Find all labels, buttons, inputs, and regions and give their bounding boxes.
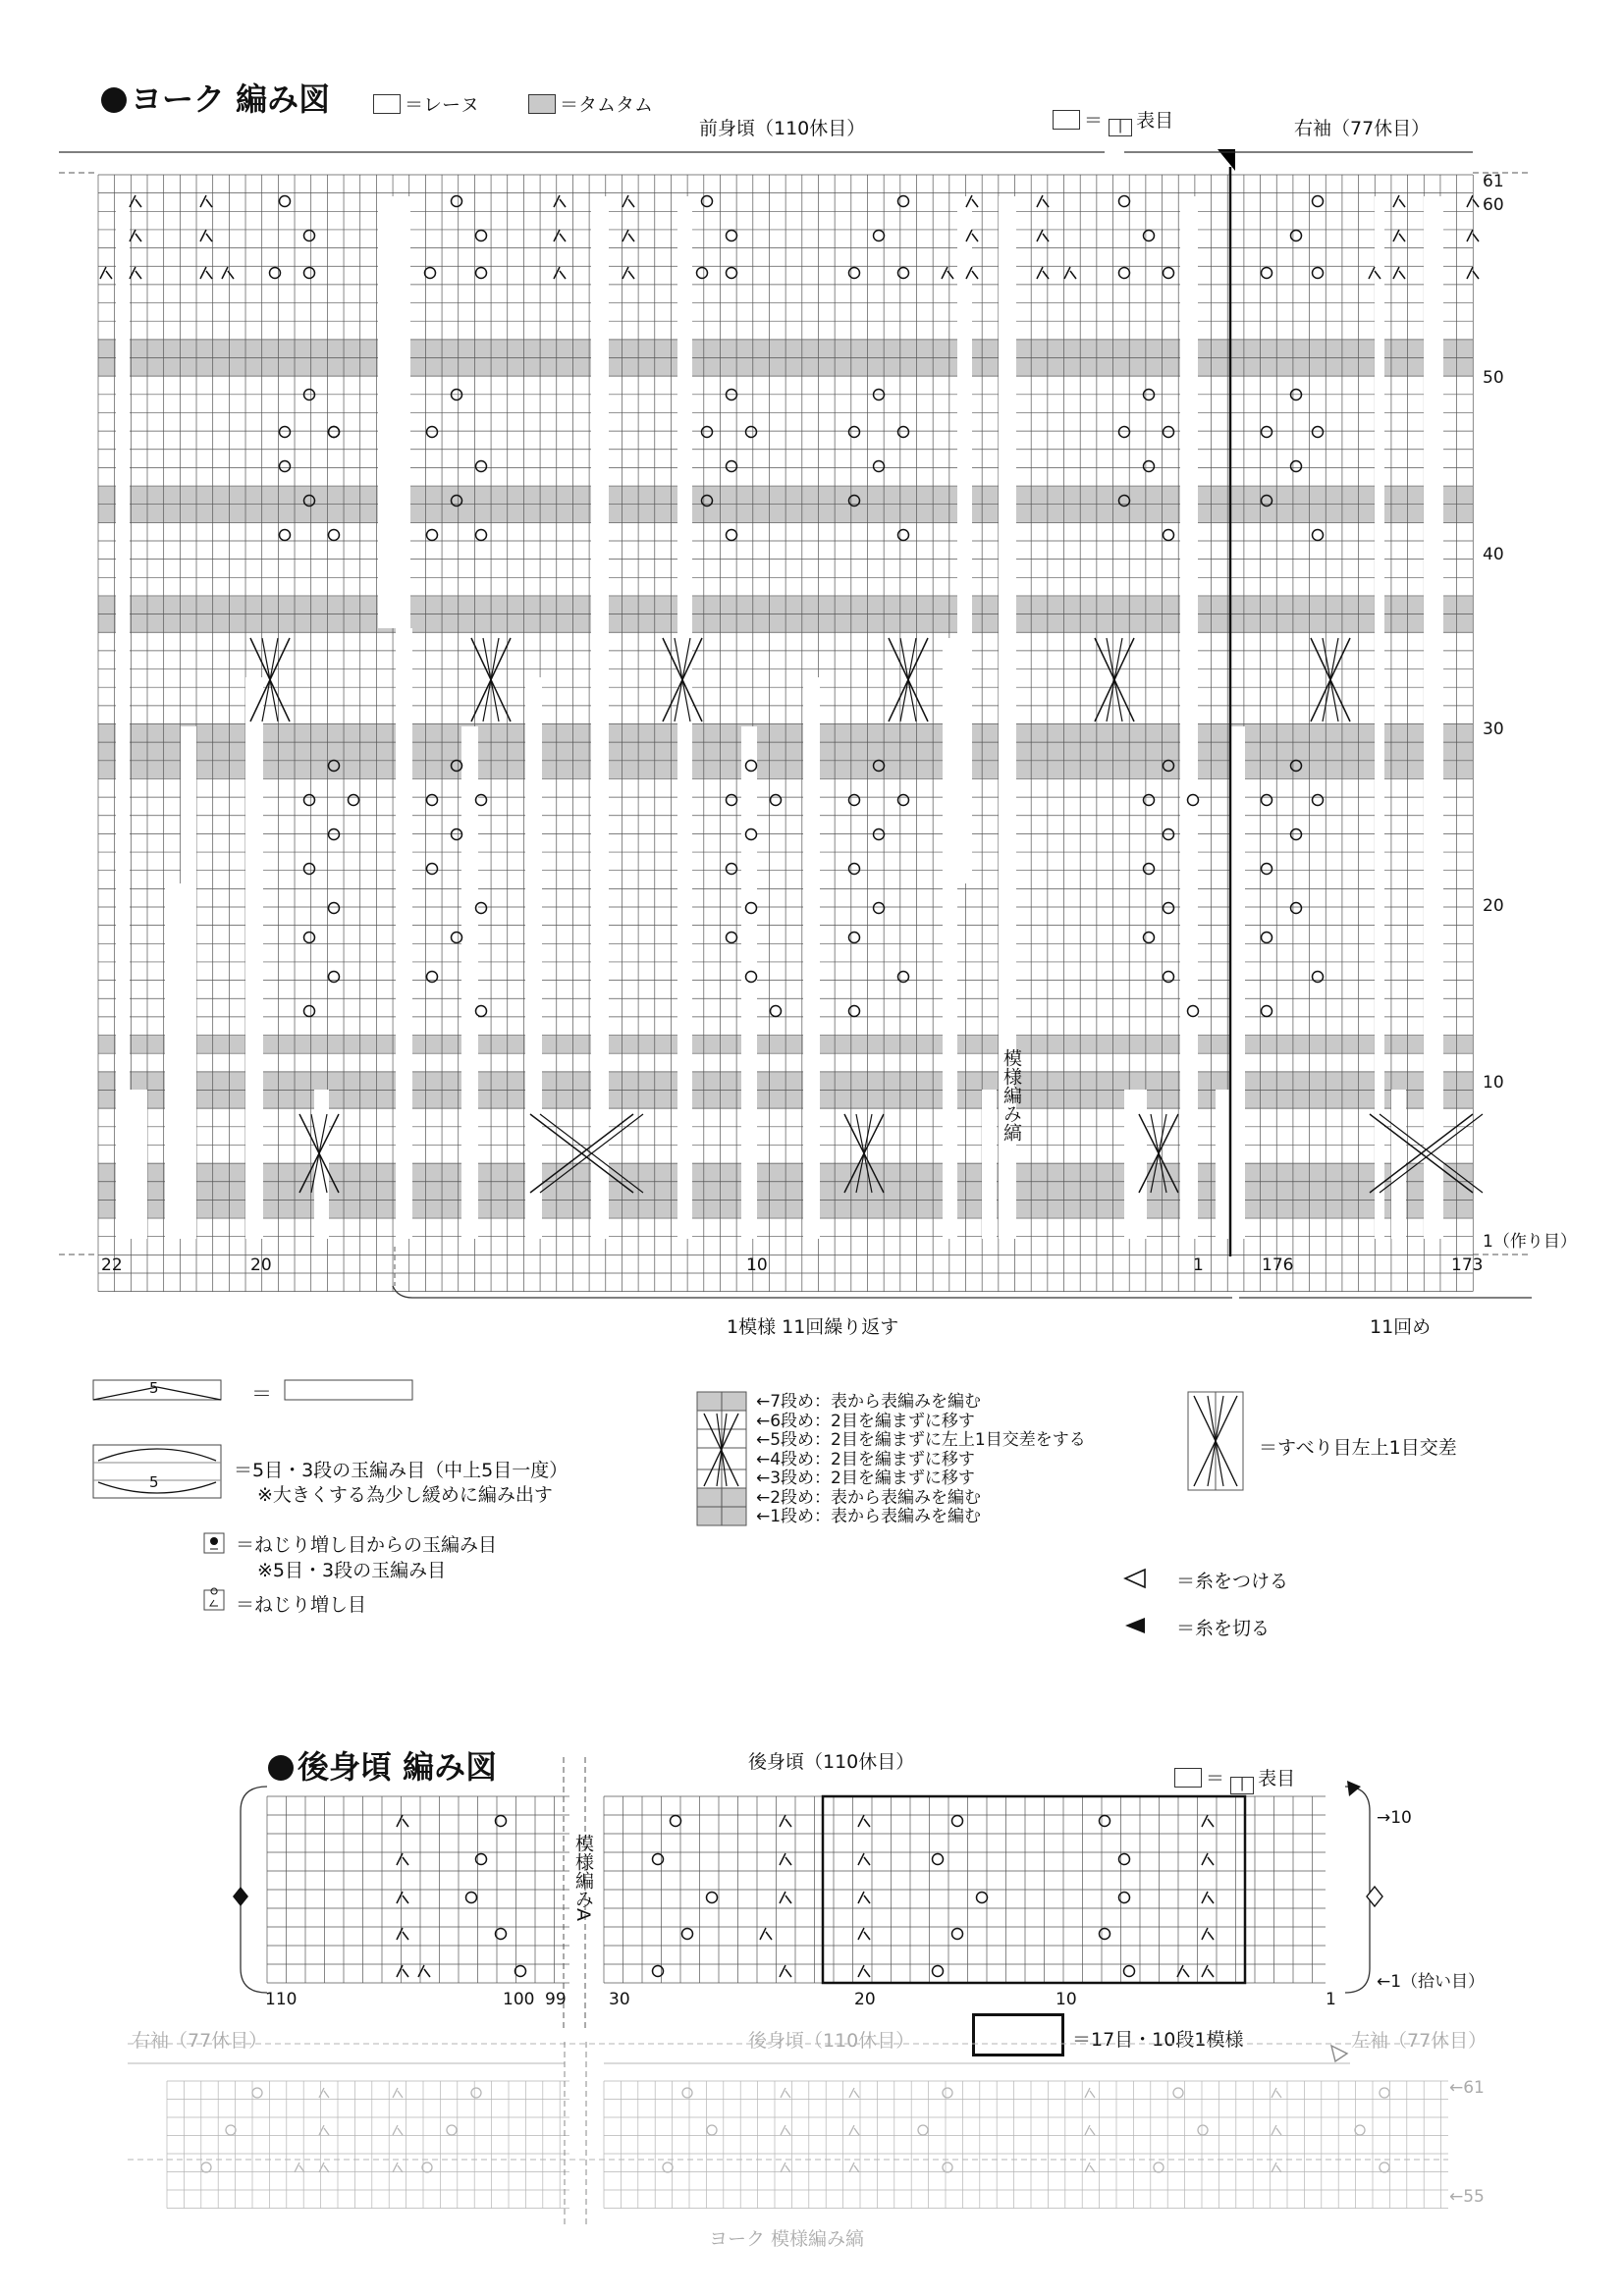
yarn-over-symbol — [1291, 231, 1302, 241]
bobble-desc-2: ※大きくする為少し緩めに編み出す — [257, 1484, 553, 1506]
decrease-symbol — [393, 2163, 403, 2172]
yarn-over-symbol — [1355, 2125, 1365, 2135]
col-label-10: 10 — [746, 1255, 768, 1275]
yarn-over-symbol — [1291, 461, 1302, 472]
bobble-expanded-icon — [285, 1380, 412, 1400]
decrease-gap — [1230, 726, 1245, 1239]
yarn-over-symbol — [1313, 196, 1324, 207]
yarn-over-symbol — [1262, 933, 1272, 943]
bobble-equals: ＝ — [251, 1382, 272, 1406]
twist-increase-icon — [204, 1588, 224, 1610]
decrease-symbol — [849, 2163, 859, 2172]
decrease-gap — [116, 196, 130, 1239]
yarn-over-symbol — [1164, 829, 1174, 840]
col-label-173: 173 — [1451, 1255, 1484, 1275]
yarn-over-symbol — [1144, 864, 1155, 875]
attach-yarn-desc: ＝糸をつける — [1176, 1571, 1289, 1592]
yarn-over-symbol — [746, 427, 757, 438]
yarn-over-symbol — [874, 829, 885, 840]
back-row-1: ←1（拾い目） — [1377, 1972, 1486, 1992]
yarn-over-symbol — [1119, 268, 1130, 279]
attach-yarn-marker — [1331, 2046, 1347, 2061]
decrease-symbol — [130, 267, 141, 279]
right-sleeve-label: 右袖（77休目） — [1294, 118, 1431, 139]
yarn-over-symbol — [727, 268, 737, 279]
decrease-gap — [525, 677, 542, 1239]
back-chart — [0, 1757, 1624, 2052]
decrease-symbol — [100, 267, 112, 279]
eleventh-repeat-label: 11回め — [1370, 1316, 1432, 1338]
decrease-gap — [1424, 196, 1443, 1239]
yarn-over-symbol — [1144, 795, 1155, 806]
yarn-over-symbol — [1291, 903, 1302, 914]
yarn-over-symbol — [771, 795, 782, 806]
row-label-61: 61 — [1483, 172, 1504, 191]
decrease-symbol — [760, 1928, 772, 1940]
yarn-over-symbol — [427, 427, 438, 438]
back-col-10: 10 — [1056, 1990, 1077, 2009]
row-label-40: 40 — [1483, 545, 1504, 564]
slip-cross-desc: ＝すべり目左上1目交差 — [1259, 1437, 1457, 1459]
back-row-10: →10 — [1377, 1808, 1412, 1828]
yarn-over-symbol — [476, 530, 487, 541]
decrease-symbol — [623, 230, 634, 241]
yarn-over-symbol — [304, 268, 315, 279]
decrease-symbol — [1085, 2125, 1095, 2135]
row-label-50: 50 — [1483, 368, 1504, 388]
cross-steps-list — [756, 1393, 1086, 1527]
yarn-over-symbol — [447, 2125, 457, 2135]
yarn-over-symbol — [1380, 2163, 1389, 2172]
twist-increase-desc: ＝ねじり増し目 — [236, 1594, 367, 1616]
yarn-over-symbol — [707, 2125, 717, 2135]
yarn-over-symbol — [452, 933, 462, 943]
faded-caption: ヨーク 模様編み縞 — [709, 2228, 865, 2250]
yarn-over-symbol — [727, 933, 737, 943]
decrease-symbol — [130, 195, 141, 207]
decrease-gap — [181, 726, 196, 883]
faded-grid — [128, 2044, 1448, 2209]
back-grid — [241, 1757, 1370, 2032]
legend-knit: ＝ | 表目 — [1053, 106, 1173, 136]
yarn-over-symbol — [304, 231, 315, 241]
yarn-over-symbol — [952, 1816, 963, 1827]
col-label-1: 1 — [1193, 1255, 1204, 1275]
yarn-over-symbol — [727, 864, 737, 875]
yarn-over-symbol — [476, 268, 487, 279]
decrease-symbol — [1393, 195, 1405, 207]
repeat-legend: ＝17目・10段1模様 — [1072, 2029, 1244, 2051]
yarn-over-symbol — [727, 530, 737, 541]
yarn-over-symbol — [727, 461, 737, 472]
decrease-gap — [982, 1090, 997, 1239]
yarn-over-symbol — [471, 2088, 481, 2098]
decrease-symbol — [849, 2125, 859, 2135]
yarn-over-symbol — [702, 196, 713, 207]
decrease-symbol — [1202, 1928, 1214, 1940]
yarn-over-symbol — [1119, 196, 1130, 207]
decrease-symbol — [295, 2163, 304, 2172]
bobble-small-number: 5 — [149, 1379, 159, 1397]
decrease-symbol — [554, 267, 566, 279]
back-body-label: 後身頃（110休目） — [748, 1751, 915, 1773]
decrease-symbol — [1037, 230, 1049, 241]
yarn-over-symbol — [849, 1006, 860, 1017]
yarn-over-symbol — [898, 530, 909, 541]
pattern-a-label: 模様編みA — [572, 1834, 594, 1921]
cut-yarn-marker — [1347, 1781, 1361, 1796]
decrease-symbol — [130, 230, 141, 241]
decrease-gap — [803, 677, 820, 1239]
yarn-over-symbol — [918, 2125, 928, 2135]
decrease-symbol — [781, 2125, 790, 2135]
faded-dash — [128, 2044, 1448, 2160]
attach-diamond-left — [233, 1887, 248, 1906]
faded-right-sleeve: 右袖（77休目） — [132, 2030, 268, 2052]
twist-bobble-desc-2: ※5目・3段の玉編み目 — [257, 1560, 447, 1581]
yarn-over-symbol — [952, 1929, 963, 1940]
twist-bobble-icon — [204, 1533, 224, 1553]
yarn-over-symbol — [1313, 795, 1324, 806]
decrease-gap — [165, 883, 196, 1239]
yarn-over-symbol — [226, 2125, 236, 2135]
yarn-over-symbol — [682, 1929, 693, 1940]
decrease-symbol — [222, 267, 234, 279]
yarn-over-symbol — [1124, 1966, 1135, 1977]
yarn-over-symbol — [1164, 268, 1174, 279]
decrease-symbol — [781, 2163, 790, 2172]
legend-tamtam: ＝タムタム — [528, 90, 653, 117]
decrease-symbol — [781, 2088, 790, 2098]
back-legend-knit: ＝ | 表目 — [1174, 1764, 1295, 1794]
decrease-symbol — [858, 1892, 870, 1903]
yarn-over-symbol — [466, 1893, 477, 1903]
yarn-over-symbol — [707, 1893, 718, 1903]
decrease-symbol — [200, 267, 212, 279]
yarn-over-symbol — [898, 795, 909, 806]
decrease-symbol — [1202, 1853, 1214, 1865]
yarn-over-symbol — [515, 1966, 526, 1977]
decrease-symbol — [397, 1853, 408, 1865]
back-col-99: 99 — [545, 1990, 567, 2009]
yarn-over-symbol — [304, 795, 315, 806]
top-bracket — [59, 152, 1532, 173]
yarn-over-symbol — [1144, 231, 1155, 241]
attach-yarn-icon — [1125, 1570, 1145, 1587]
yarn-over-symbol — [849, 268, 860, 279]
decrease-gap — [957, 196, 972, 883]
faded-left-sleeve: 左袖（77休目） — [1351, 2030, 1488, 2052]
yarn-over-symbol — [849, 427, 860, 438]
yarn-over-symbol — [1164, 903, 1174, 914]
decrease-symbol — [858, 1853, 870, 1865]
yarn-over-symbol — [682, 2088, 692, 2098]
decrease-symbol — [1272, 2163, 1281, 2172]
yarn-over-symbol — [1262, 427, 1272, 438]
bobble-large-number: 5 — [149, 1473, 159, 1491]
yarn-over-symbol — [697, 268, 708, 279]
decrease-symbol — [1272, 2088, 1281, 2098]
col-label-176: 176 — [1262, 1255, 1294, 1275]
decrease-gap — [591, 196, 609, 1239]
back-symbols — [397, 1815, 1214, 1977]
yarn-over-symbol — [874, 461, 885, 472]
cross-step-3: ←3段め：2目を編まずに移す — [756, 1468, 975, 1488]
decrease-symbol — [1202, 1815, 1214, 1827]
decrease-gap — [943, 638, 957, 1239]
decrease-symbol — [623, 195, 634, 207]
decrease-symbol — [1085, 2088, 1095, 2098]
pattern-stripe-label: 模様編み縞 — [1001, 1048, 1022, 1142]
yarn-over-symbol — [933, 1854, 944, 1865]
repeat-label: 1模様 11回繰り返す — [727, 1316, 899, 1338]
yarn-over-symbol — [304, 933, 315, 943]
decrease-gap — [677, 1090, 692, 1239]
yarn-over-symbol — [422, 2163, 432, 2172]
yarn-over-symbol — [280, 196, 291, 207]
yarn-over-symbol — [898, 427, 909, 438]
cross-step-6: ←6段め：2目を編まずに移す — [756, 1411, 975, 1431]
faded-row-55: ←55 — [1449, 2187, 1485, 2207]
decrease-symbol — [397, 1815, 408, 1827]
cut-yarn-icon — [1125, 1618, 1145, 1633]
back-col-100: 100 — [503, 1990, 535, 2009]
yarn-over-symbol — [898, 196, 909, 207]
yarn-over-symbol — [849, 933, 860, 943]
decrease-symbol — [1085, 2163, 1095, 2172]
decrease-symbol — [397, 1928, 408, 1940]
knit-symbol-icon: | — [1230, 1777, 1254, 1794]
yarn-over-symbol — [252, 2088, 262, 2098]
yarn-over-symbol — [280, 530, 291, 541]
decrease-symbol — [623, 267, 634, 279]
yarn-over-symbol — [1262, 795, 1272, 806]
decrease-symbol — [780, 1815, 791, 1827]
yarn-over-symbol — [329, 903, 340, 914]
yarn-over-symbol — [1380, 2088, 1389, 2098]
twist-bobble-desc-1: ＝ねじり増し目からの玉編み目 — [236, 1534, 498, 1556]
yoke-title: ヨーク 編み図 — [101, 75, 330, 120]
yarn-over-symbol — [1100, 1929, 1110, 1940]
decrease-symbol — [780, 1892, 791, 1903]
row-label-20: 20 — [1483, 896, 1504, 916]
decrease-symbol — [200, 230, 212, 241]
decrease-gap — [378, 196, 410, 628]
row-label-1（作り目）: 1（作り目） — [1483, 1232, 1577, 1252]
decrease-gap — [461, 726, 478, 1239]
yarn-over-symbol — [427, 795, 438, 806]
cross-step-1: ←1段め：表から表編みを編む — [756, 1507, 982, 1526]
cross-step-2: ←2段め：表から表編みを編む — [756, 1487, 982, 1508]
decrease-symbol — [780, 1853, 791, 1865]
yarn-over-symbol — [1100, 1816, 1110, 1827]
back-col-20: 20 — [854, 1990, 876, 2009]
yarn-over-symbol — [727, 231, 737, 241]
yarn-over-symbol — [1164, 530, 1174, 541]
decrease-symbol — [1393, 230, 1405, 241]
decrease-symbol — [780, 1965, 791, 1977]
slip-cross-icon — [1188, 1392, 1243, 1490]
yarn-over-symbol — [874, 231, 885, 241]
back-col-30: 30 — [609, 1990, 630, 2009]
front-body-label: 前身頃（110休目） — [699, 118, 866, 139]
faded-row-61: ←61 — [1449, 2078, 1485, 2098]
decrease-symbol — [554, 230, 566, 241]
yarn-over-symbol — [425, 268, 436, 279]
decrease-symbol — [1393, 267, 1405, 279]
yarn-over-symbol — [1173, 2088, 1183, 2098]
cross-step-5: ←5段め：2目を編まずに左上1目交差をする — [756, 1430, 1086, 1450]
decrease-symbol — [849, 2088, 859, 2098]
yarn-over-symbol — [1154, 2163, 1164, 2172]
yarn-over-symbol — [1198, 2125, 1208, 2135]
decrease-gap — [741, 726, 757, 1239]
yarn-over-symbol — [427, 530, 438, 541]
yarn-over-symbol — [933, 1966, 944, 1977]
yarn-over-symbol — [1291, 829, 1302, 840]
back-col-110: 110 — [265, 1990, 298, 2009]
yarn-over-symbol — [1313, 530, 1324, 541]
decrease-gap — [396, 628, 412, 1239]
yarn-over-symbol — [1313, 268, 1324, 279]
decrease-symbol — [1037, 267, 1049, 279]
row-label-60: 60 — [1483, 195, 1504, 215]
decrease-symbol — [1037, 195, 1049, 207]
decrease-symbol — [200, 195, 212, 207]
decrease-symbol — [1272, 2125, 1281, 2135]
row-label-10: 10 — [1483, 1073, 1504, 1093]
yarn-over-symbol — [349, 795, 359, 806]
faded-back-body: 後身頃（110休目） — [748, 2030, 915, 2052]
yarn-over-symbol — [663, 2163, 673, 2172]
decrease-symbol — [942, 267, 953, 279]
decrease-symbol — [393, 2088, 403, 2098]
yarn-over-symbol — [280, 427, 291, 438]
decrease-symbol — [1064, 267, 1076, 279]
cross-step-4: ←4段め：2目を編まずに移す — [756, 1449, 975, 1469]
decrease-symbol — [858, 1815, 870, 1827]
yarn-over-symbol — [671, 1816, 681, 1827]
decrease-symbol — [397, 1965, 408, 1977]
yarn-over-symbol — [1119, 427, 1130, 438]
yarn-over-symbol — [1262, 268, 1272, 279]
yarn-over-symbol — [1164, 427, 1174, 438]
yarn-over-symbol — [304, 864, 315, 875]
cross-steps-chart — [697, 1392, 746, 1525]
yarn-over-symbol — [304, 1006, 315, 1017]
decrease-gap — [116, 1090, 147, 1239]
cross-step-7: ←7段め：表から表編みを編む — [756, 1392, 982, 1412]
decrease-gap — [1391, 1090, 1406, 1239]
yarn-over-symbol — [1313, 427, 1324, 438]
decrease-gap — [245, 677, 263, 1239]
decrease-symbol — [1177, 1965, 1189, 1977]
decrease-symbol — [554, 195, 566, 207]
yarn-over-symbol — [771, 1006, 782, 1017]
decrease-symbol — [858, 1928, 870, 1940]
yarn-over-symbol — [727, 795, 737, 806]
yarn-over-symbol — [201, 2163, 211, 2172]
cut-yarn-desc: ＝糸を切る — [1176, 1618, 1271, 1639]
back-title: 後身頃 編み図 — [268, 1742, 497, 1788]
row-label-30: 30 — [1483, 720, 1504, 739]
yarn-over-symbol — [1144, 461, 1155, 472]
yarn-over-symbol — [943, 2163, 952, 2172]
yarn-over-symbol — [849, 864, 860, 875]
yarn-over-symbol — [280, 461, 291, 472]
col-label-22: 22 — [101, 1255, 123, 1275]
yarn-over-symbol — [1262, 864, 1272, 875]
yarn-over-symbol — [1262, 1006, 1272, 1017]
decrease-gap — [1180, 196, 1198, 1239]
yarn-over-symbol — [329, 427, 340, 438]
yarn-over-symbol — [427, 864, 438, 875]
yarn-over-symbol — [329, 530, 340, 541]
decrease-symbol — [1202, 1892, 1214, 1903]
decrease-symbol — [1202, 1965, 1214, 1977]
yarn-over-symbol — [452, 829, 462, 840]
yarn-over-symbol — [329, 829, 340, 840]
decrease-symbol — [858, 1965, 870, 1977]
yarn-over-symbol — [943, 2088, 952, 2098]
decrease-symbol — [393, 2125, 403, 2135]
yarn-over-symbol — [270, 268, 281, 279]
yarn-over-symbol — [452, 196, 462, 207]
faded-chart — [0, 2042, 1624, 2238]
knit-symbol-icon: | — [1109, 119, 1132, 136]
bobble-desc-1: ＝5目・3段の玉編み目（中上5目一度） — [234, 1460, 568, 1481]
decrease-gap — [1375, 196, 1384, 1239]
decrease-symbol — [397, 1892, 408, 1903]
yarn-over-symbol — [849, 795, 860, 806]
yarn-over-symbol — [874, 903, 885, 914]
yarn-over-symbol — [702, 427, 713, 438]
yarn-over-symbol — [476, 461, 487, 472]
yarn-over-symbol — [898, 268, 909, 279]
legend-lace: ＝レーヌ — [373, 90, 479, 117]
decrease-gap — [1124, 1090, 1147, 1239]
yarn-over-symbol — [1144, 933, 1155, 943]
yarn-over-symbol — [476, 231, 487, 241]
col-label-20: 20 — [250, 1255, 272, 1275]
yarn-over-symbol — [977, 1893, 988, 1903]
back-col-1: 1 — [1326, 1990, 1336, 2009]
